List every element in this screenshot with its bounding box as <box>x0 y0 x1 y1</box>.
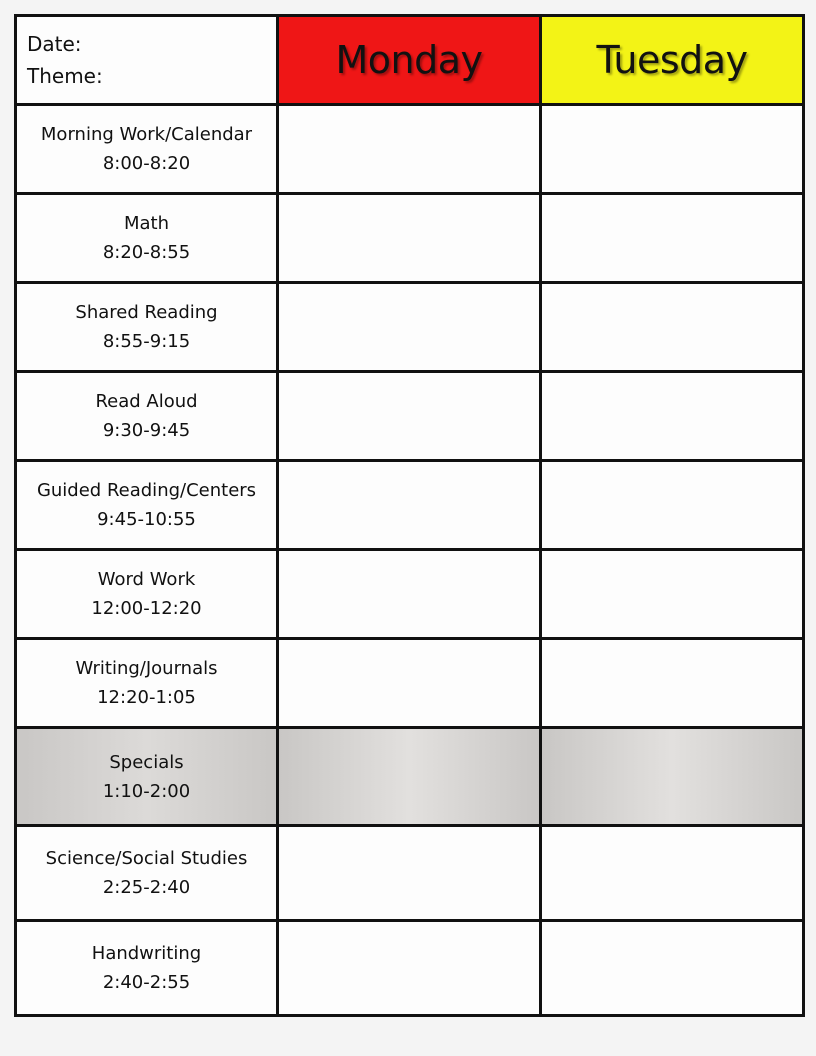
date-label: Date: <box>27 32 82 56</box>
slot-time: 8:00-8:20 <box>102 153 191 174</box>
monday-plan-cell[interactable] <box>278 550 541 639</box>
tuesday-header: Tuesday <box>541 16 804 105</box>
schedule-row <box>16 826 804 921</box>
time-slot-label <box>16 550 278 639</box>
date-theme-cell <box>16 16 278 105</box>
monday-plan-cell[interactable] <box>278 826 541 921</box>
monday-plan-cell[interactable] <box>278 105 541 194</box>
tuesday-plan-cell[interactable] <box>541 921 804 1016</box>
tuesday-plan-cell[interactable] <box>541 639 804 728</box>
header-row <box>16 16 804 105</box>
tuesday-plan-cell[interactable] <box>541 372 804 461</box>
schedule-row <box>16 105 804 194</box>
monday-plan-cell[interactable] <box>278 639 541 728</box>
monday-plan-cell[interactable] <box>278 921 541 1016</box>
time-slot-label <box>16 194 278 283</box>
time-slot-label <box>16 372 278 461</box>
schedule-row <box>16 550 804 639</box>
monday-plan-cell[interactable] <box>278 283 541 372</box>
slot-name: Math <box>123 213 170 234</box>
theme-label: Theme: <box>27 64 103 88</box>
tuesday-plan-cell[interactable] <box>541 461 804 550</box>
weekly-planner-table <box>14 14 805 1017</box>
slot-name: Writing/Journals <box>75 658 218 679</box>
tuesday-plan-cell[interactable] <box>541 283 804 372</box>
schedule-row <box>16 921 804 1016</box>
schedule-row <box>16 372 804 461</box>
monday-plan-cell[interactable] <box>278 728 541 826</box>
monday-plan-cell[interactable] <box>278 372 541 461</box>
schedule-row <box>16 194 804 283</box>
monday-header: Monday <box>278 16 541 105</box>
monday-plan-cell[interactable] <box>278 461 541 550</box>
slot-time: 8:55-9:15 <box>102 331 191 352</box>
slot-time: 9:45-10:55 <box>97 509 196 530</box>
tuesday-plan-cell[interactable] <box>541 826 804 921</box>
time-slot-label <box>16 728 278 826</box>
time-slot-label <box>16 105 278 194</box>
tuesday-plan-cell[interactable] <box>541 550 804 639</box>
tuesday-plan-cell[interactable] <box>541 105 804 194</box>
slot-time: 2:25-2:40 <box>102 877 191 898</box>
time-slot-label <box>16 921 278 1016</box>
monday-plan-cell[interactable] <box>278 194 541 283</box>
slot-time: 1:10-2:00 <box>102 780 191 802</box>
slot-name: Read Aloud <box>95 391 198 412</box>
slot-name: Science/Social Studies <box>45 848 248 869</box>
schedule-row <box>16 283 804 372</box>
slot-time: 12:20-1:05 <box>97 687 196 708</box>
slot-time: 9:30-9:45 <box>102 420 191 441</box>
tuesday-plan-cell[interactable] <box>541 728 804 826</box>
slot-time: 8:20-8:55 <box>102 242 191 263</box>
schedule-row <box>16 639 804 728</box>
slot-name: Specials <box>109 751 184 773</box>
time-slot-label <box>16 639 278 728</box>
time-slot-label <box>16 283 278 372</box>
slot-name: Word Work <box>97 569 196 590</box>
slot-name: Handwriting <box>91 943 202 964</box>
slot-name: Guided Reading/Centers <box>36 480 257 501</box>
schedule-row <box>16 461 804 550</box>
time-slot-label <box>16 826 278 921</box>
slot-time: 2:40-2:55 <box>102 972 191 993</box>
time-slot-label <box>16 461 278 550</box>
tuesday-plan-cell[interactable] <box>541 194 804 283</box>
specials-row <box>16 728 804 826</box>
slot-name: Morning Work/Calendar <box>40 124 253 145</box>
slot-time: 12:00-12:20 <box>91 598 202 619</box>
slot-name: Shared Reading <box>75 302 218 323</box>
